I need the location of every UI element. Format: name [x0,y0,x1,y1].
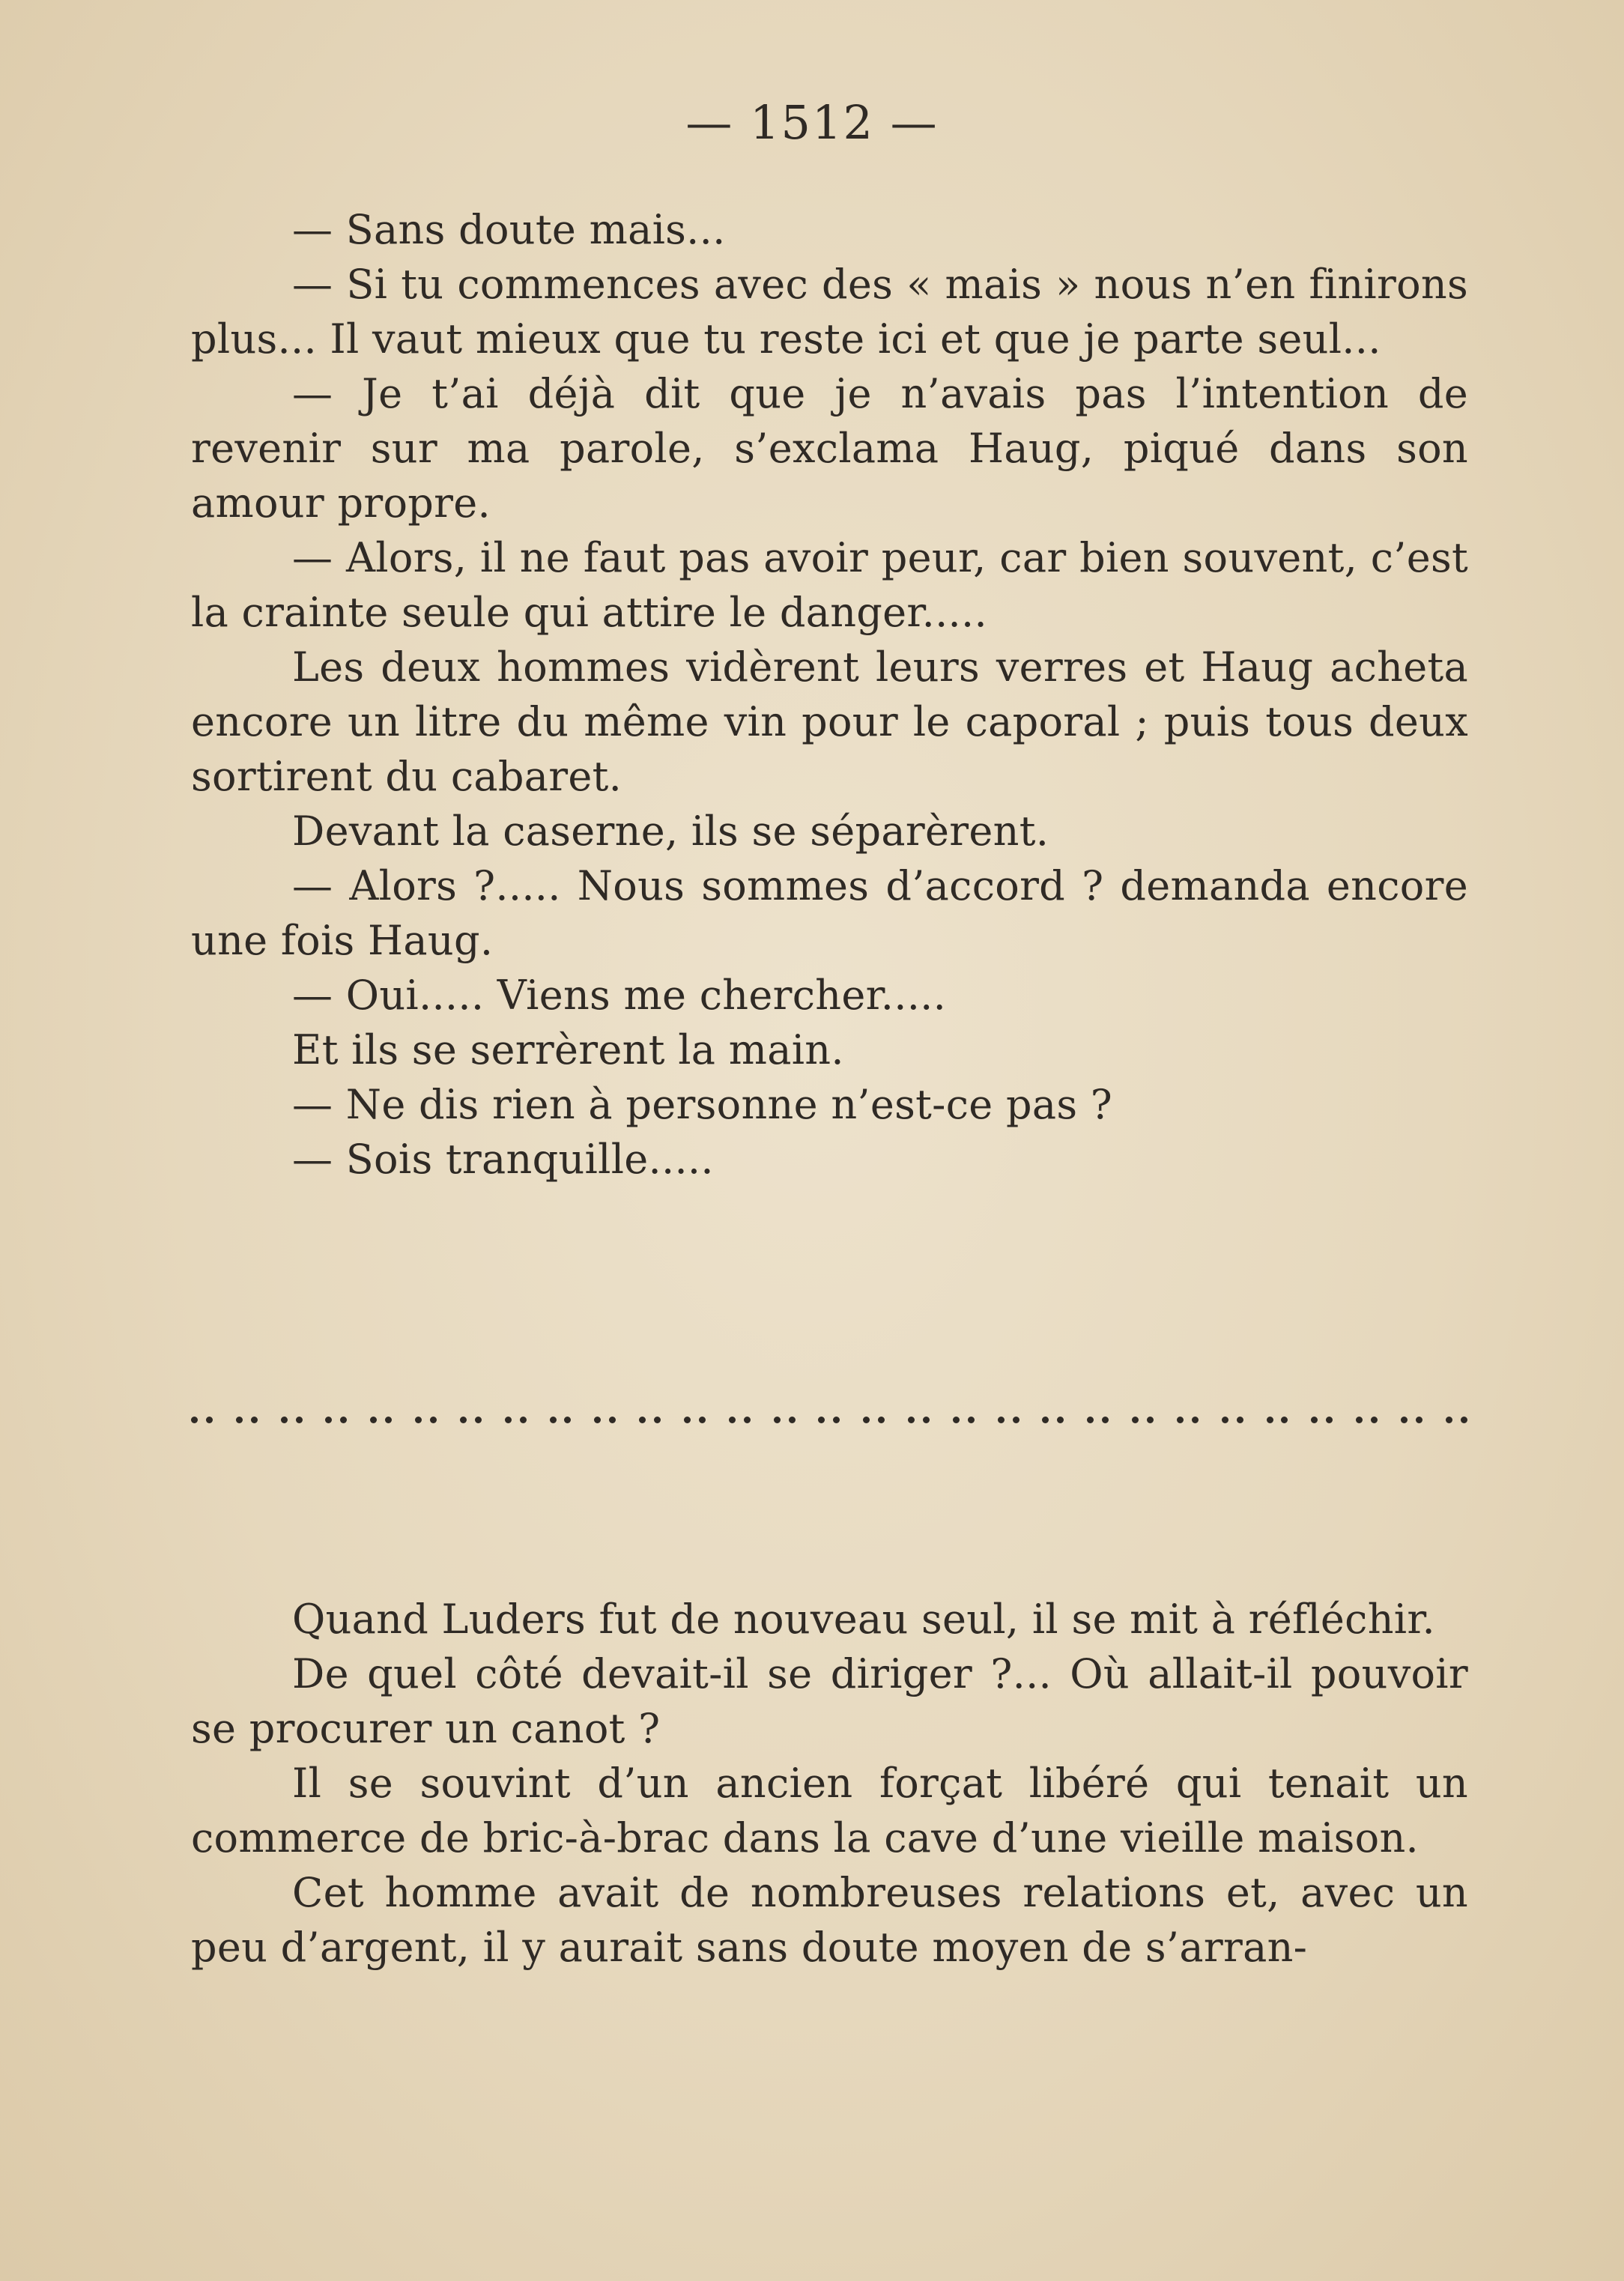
separator-dot [923,1417,930,1423]
separator-gap [1252,1417,1258,1423]
paragraph: — Si tu commences avec des « mais » nous n’en finirons plus... Il vaut mieux que tu reste ici et que je parte seul... [191,261,1468,363]
separator-dot [789,1417,796,1423]
separator-dot [1132,1417,1139,1423]
separator-dot [460,1417,467,1423]
section-separator [191,1412,1468,1427]
separator-dot [296,1417,303,1423]
separator-dot [1326,1417,1333,1423]
separator-dot [206,1417,213,1423]
separator-dot [699,1417,706,1423]
separator-dot [594,1417,601,1423]
narrative-section [191,1592,1468,1975]
separator-gap [983,1417,990,1423]
separator-gap [714,1417,721,1423]
separator-dot [1222,1417,1228,1423]
separator-gap [1207,1417,1214,1423]
paragraph: — Ne dis rien à personne n’est-ce pas ? [292,1081,1113,1128]
separator-dot [968,1417,975,1423]
paragraph: — Sans doute mais... [292,206,726,253]
separator-dot [833,1417,840,1423]
paragraph: Cet homme avait de nombreuses relations et, avec un peu d’argent, il y aurait sans doute moyen de s’arran- [191,1869,1468,1971]
separator-gap [1341,1417,1348,1423]
separator-dot [609,1417,616,1423]
paragraph: — Sois tranquille..... [292,1136,714,1183]
separator-dot [863,1417,870,1423]
separator-dot [1192,1417,1199,1423]
separator-dot [654,1417,661,1423]
separator-dot [1461,1417,1467,1423]
separator-dot [953,1417,960,1423]
separator-dot [430,1417,437,1423]
paragraph: — Alors, il ne faut pas avoir peur, car bien souvent, c’est la crainte seule qui attire le danger..... [191,534,1468,636]
separator-gap [1117,1417,1124,1423]
separator-dot [1446,1417,1452,1423]
separator-dot [475,1417,482,1423]
paragraph: Devant la caserne, ils se séparèrent. [292,808,1049,855]
separator-dot [1267,1417,1273,1423]
separator-gap [1162,1417,1169,1423]
separator-gap [445,1417,452,1423]
separator-dot [1237,1417,1243,1423]
separator-gap [221,1417,228,1423]
separator-dot [1281,1417,1288,1423]
paragraph: — Oui..... Viens me chercher..... [292,972,947,1019]
separator-dot [1013,1417,1019,1423]
separator-dot [774,1417,781,1423]
separator-dot [191,1417,198,1423]
separator-gap [1431,1417,1437,1423]
separator-dot [1401,1417,1408,1423]
separator-gap [355,1417,362,1423]
separator-gap [266,1417,273,1423]
separator-gap [669,1417,676,1423]
separator-dot [744,1417,751,1423]
separator-dot [564,1417,571,1423]
separator-dot [998,1417,1005,1423]
separator-dot [1042,1417,1049,1423]
separator-gap [803,1417,810,1423]
separator-gap [1386,1417,1393,1423]
separator-gap [893,1417,900,1423]
separator-dot [325,1417,332,1423]
separator-dot [415,1417,422,1423]
separator-dot [684,1417,691,1423]
separator-gap [311,1417,318,1423]
paragraph: Les deux hommes vidèrent leurs verres et Haug acheta encore un litre du même vin pour le caporal ; puis tous deux sortirent du cabaret. [191,643,1468,800]
separator-dot [1177,1417,1184,1423]
separator-dot [370,1417,377,1423]
separator-dot [639,1417,646,1423]
separator-dot [236,1417,243,1423]
separator-gap [490,1417,497,1423]
separator-dot [1057,1417,1064,1423]
separator-gap [759,1417,766,1423]
separator-gap [400,1417,407,1423]
dialogue-section [191,202,1468,1187]
separator-dot [1087,1417,1094,1423]
separator-dot [729,1417,736,1423]
paragraph: De quel côté devait-il se diriger ?... Où allait-il pouvoir se procurer un canot ? [191,1650,1468,1752]
separator-dot [818,1417,825,1423]
separator-dot [520,1417,527,1423]
separator-dot [1371,1417,1378,1423]
separator-dot [550,1417,557,1423]
separator-dot [505,1417,512,1423]
separator-dot [878,1417,885,1423]
separator-gap [1028,1417,1034,1423]
separator-gap [1072,1417,1079,1423]
paragraph: — Je t’ai déjà dit que je n’avais pas l’intention de revenir sur ma parole, s’exclama Haug, piqué dans son amour propre. [191,370,1468,527]
separator-dot [1102,1417,1109,1423]
separator-gap [938,1417,945,1423]
separator-dot [281,1417,288,1423]
separator-dot [1147,1417,1154,1423]
separator-gap [1296,1417,1303,1423]
separator-dot [385,1417,392,1423]
separator-gap [848,1417,855,1423]
paragraph: Il se souvint d’un ancien forçat libéré qui tenait un commerce de bric-à-brac dans la cave d’une vieille maison. [191,1760,1468,1862]
separator-dot [1356,1417,1363,1423]
separator-dot [908,1417,915,1423]
separator-dot [1311,1417,1318,1423]
paragraph: Quand Luders fut de nouveau seul, il se mit à réfléchir. [292,1596,1436,1643]
separator-dot [1416,1417,1422,1423]
paragraph: — Alors ?..... Nous sommes d’accord ? demanda encore une fois Haug. [191,862,1468,964]
separator-gap [579,1417,586,1423]
separator-dot [340,1417,347,1423]
separator-gap [624,1417,631,1423]
separator-dot [251,1417,258,1423]
separator-gap [535,1417,542,1423]
page-number: — 1512 — [685,95,939,150]
paragraph: Et ils se serrèrent la main. [292,1026,844,1073]
